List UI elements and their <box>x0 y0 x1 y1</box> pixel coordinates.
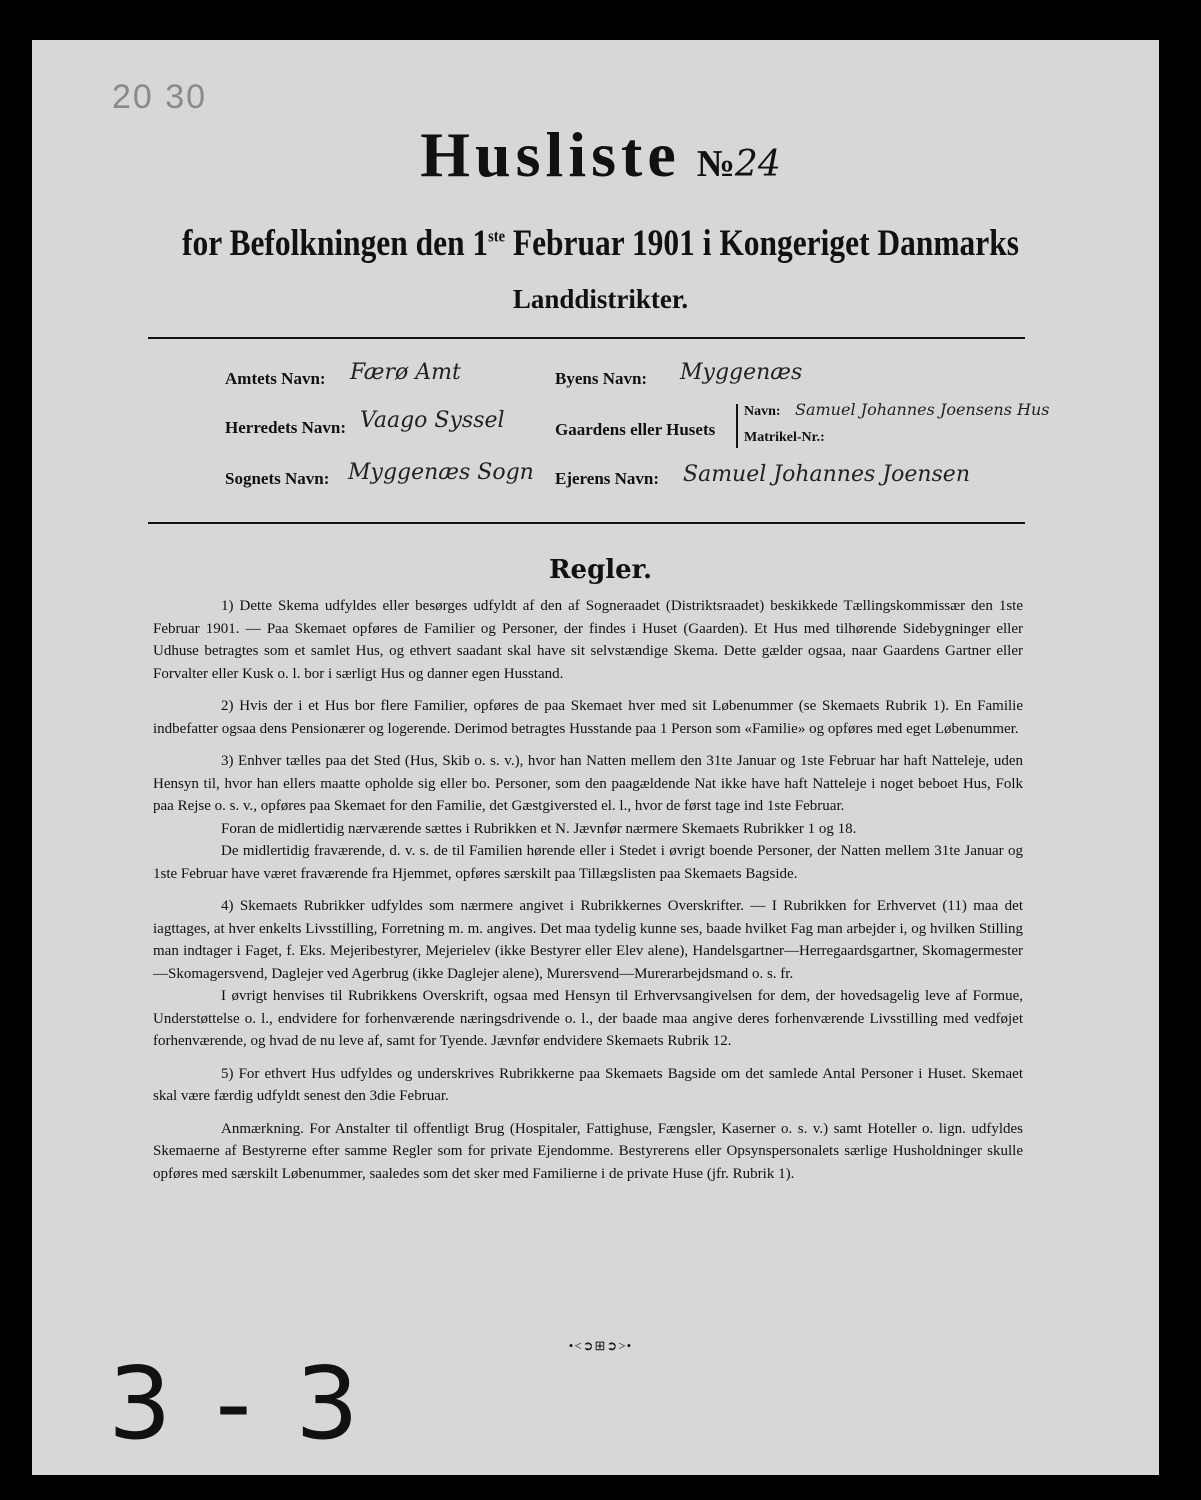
by-value: Myggenæs <box>680 360 803 385</box>
district-type: Landdistrikter. <box>512 284 689 314</box>
matrikel-label: Matrikel-Nr.: <box>744 430 825 445</box>
bottom-divider <box>148 522 1025 524</box>
rule-4: 4) Skemaets Rubrikker udfyldes som nærmere angivet i Rubrikkernes Overskrifter. — I Rubrikken for Erhvervet (11) maa det iagttages, at hver enkelts Livsstilling, Forretning m. m. angives. Det maa tydelig kunne ses, baade hvilket Fag man arbejder i, og hvilken Stilling man indtager i Faget, f. Eks. Mejeribestyrer, Mejerielev (ikke Bestyrer eller Elev alene), Handelsgartner—Herregaardsgartner, Skomagermester—Skomagersvend, Daglejer ved Agerbrug (ikke Daglejer alene), Murersvend—Murerarbejdsmand o. s. fr. <box>153 898 1023 982</box>
gaard-navn-label: Navn: <box>744 404 781 419</box>
rules-text <box>153 595 1023 1185</box>
ejer-value: Samuel Johannes Joensen <box>683 462 970 487</box>
sogn-value: Myggenæs Sogn <box>348 460 534 485</box>
subtitle-post: Februar 1901 i Kongeriget Danmarks <box>505 223 1019 264</box>
by-label: Byens Navn: <box>555 369 648 388</box>
sogn-label: Sognets Navn: <box>225 469 330 488</box>
amt-label: Amtets Navn: <box>225 369 326 388</box>
handwritten-page-number: 3 - 3 <box>108 1345 365 1462</box>
gaard-navn-value: Samuel Johannes Joensens Hus <box>795 400 1050 419</box>
rule-1: 1) Dette Skema udfyldes eller besørges udfyldt af den af Sogneraadet (Distriktsraadet) beskikkede Tællingskommissær den 1ste Februar 1901. — Paa Skemaet opføres de Familier og Personer, der findes i Huset (Gaarden). Et Hus med tilhørende Sidebygninger eller Udhuse betragtes som et samlet Hus, og ethvert saadant skal have sit selvstændige Skema. Dette gælder ogsaa, naar Gaardens Gartner eller Forvalter eller Kusk o. l. bor i særligt Hus og danner egen Husstand. <box>153 598 1023 682</box>
rule-3-note-a: Foran de midlertidig nærværende sættes i Rubrikken et N. Jævnfør nærmere Skemaets Rubrikker 1 og 18. <box>221 820 857 837</box>
rule-4-note: I øvrigt henvises til Rubrikkens Overskrift, ogsaa med Hensyn til Erhvervsangivelsen for dem, der hovedsagelig leve af Formue, Understøttelse o. l., endvidere for forhenværende næringsdrivende o. l., der baade maa angive deres forhenværende Livsstilling med vedføjet forhenværende, og hvad de nu leve af, samt for Tyende. Jævnfør endvidere Skemaets Rubrik 12. <box>153 988 1023 1049</box>
rule-3: 3) Enhver tælles paa det Sted (Hus, Skib o. s. v.), hvor han Natten mellem den 31te Januar og 1ste Februar har haft Natteleje, uden Hensyn til, hvor han ellers maatte opholde sig eller bo. Personer, som den paagældende Nat ikke have haft Natteleje i noget beboet Hus, Folk paa Rejse o. s. v., opføres paa Skemaet for den Familie, det Gæstgiversted el. l., hvor de først tage ind 1ste Februar. <box>153 753 1023 814</box>
rule-3-note-b: De midlertidig fraværende, d. v. s. de til Familien hørende eller i Stedet i øvrigt boende Personer, der Natten mellem 31te Januar og 1ste Februar have været fraværende fra Hjemmet, opføres særskilt paa Tillægslisten paa Skemaets Bagside. <box>153 843 1023 882</box>
form-subtitle <box>90 222 1111 265</box>
rule-5: 5) For ethvert Hus udfyldes og underskrives Rubrikkerne paa Skemaets Bagside om det samlede Antal Personer i Huset. Skemaet skal være færdig udfyldt senest den 3die Februar. <box>153 1065 1023 1104</box>
amt-value: Færø Amt <box>350 360 461 385</box>
title-word: Husliste <box>420 119 681 190</box>
rules-heading: Regler. <box>548 555 653 585</box>
gaard-bracket <box>736 404 738 448</box>
rule-2: 2) Hvis der i et Hus bor flere Familier, opføres de paa Skemaet hver med sit Løbenummer (se Skemaets Rubrik 1). En Familie indbefatter ogsaa dens Pensionærer og logerende. Derimod betragtes Husstande paa 1 Person som «Familie» og opføres med eget Løbenummer. <box>153 698 1023 737</box>
pencil-archive-number: 20 30 <box>112 78 208 116</box>
list-number-handwritten: 24 <box>734 144 781 185</box>
gaard-label: Gaardens eller Husets <box>555 420 716 439</box>
ejer-label: Ejerens Navn: <box>555 469 660 488</box>
rule-note: Anmærkning. For Anstalter til offentligt Brug (Hospitaler, Fattighuse, Fængsler, Kaserner o. s. v.) samt Hoteller o. lign. udfyldes Skemaerne af Bestyrerne efter samme Regler som for private Ejendomme. Bestyrerens eller Opsynspersonalets særlige Husholdninger skulle opføres med særskilt Løbenummer, saaledes som det sker med Familierne i de private Huse (jfr. Rubrik 1). <box>153 1120 1023 1182</box>
herred-label: Herredets Navn: <box>225 418 347 437</box>
top-divider <box>148 337 1025 339</box>
form-title <box>0 118 1201 192</box>
herred-value: Vaago Syssel <box>360 408 505 433</box>
subtitle-sup: ste <box>488 226 506 246</box>
ornament-divider: •<➲⊞➲>• <box>568 1338 633 1353</box>
number-symbol: № <box>696 143 735 185</box>
subtitle-pre: for Befolkningen den 1 <box>182 223 489 264</box>
